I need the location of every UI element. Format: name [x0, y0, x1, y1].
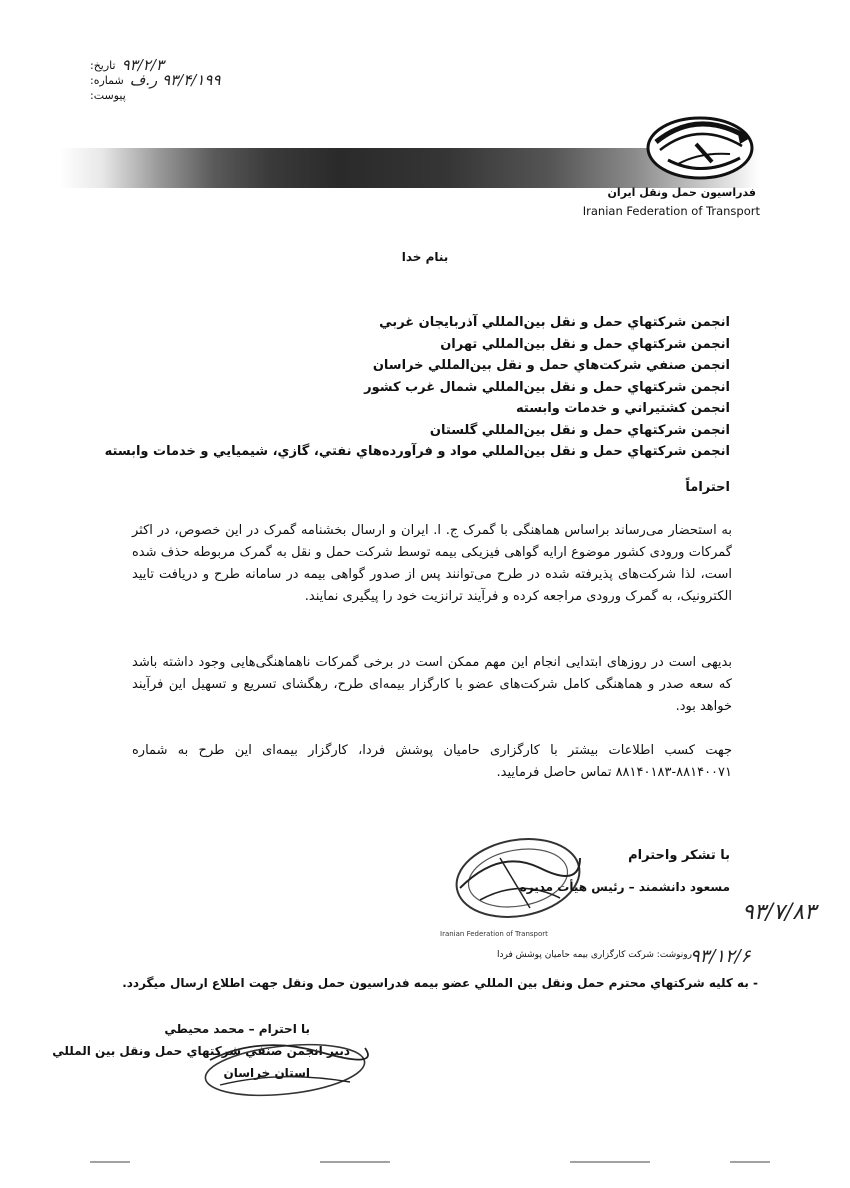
forward-note: - به كليه شركتهاي محترم حمل ونقل بين المللي عضو بيمه فدراسيون حمل ونقل جهت اطلاع ارسال ميگردد. [122, 976, 758, 990]
recipient-item: انجمن شركتهاي حمل و نقل بين‌المللي گلستان [429, 422, 730, 438]
recipient-list [104, 312, 730, 463]
scan-marks [90, 1150, 770, 1170]
basmala: بنام خدا [401, 250, 449, 264]
cc-label: رونوشت: شرکت کارگزاری بیمه حامیان پوشش فردا [497, 950, 692, 960]
federation-logo-icon [638, 108, 758, 188]
body-paragraph: جهت کسب اطلاعات بیشتر با کارگزاری حامیان پوشش فردا، کارگزار بیمه‌ای این طرح به شماره ۸۸۱۴۰۰۷۱-۸۸۱۴۰۱۸۳ تماس حاصل فرمایید. [132, 743, 732, 780]
stamp-caption: Iranian Federation of Transport [440, 930, 548, 938]
signature-stamp-icon [440, 828, 590, 928]
body-paragraph: بدیهی است در روزهای ابتدایی انجام این مهم ممکن است در برخی گمرکات ناهماهنگی‌هایی وجود داشته باشد که سعه صدر و هماهنگی کامل شرکت‌های عضو با کارگزار بیمه‌ای طرح، رهگشای تسریع و تسهیل این فرآیند خواهد بود. [132, 655, 732, 714]
attachment-label: پیوست: [90, 89, 126, 102]
recipient-item: انجمن صنفي شركت‌هاي حمل و نقل بين‌المللي خراسان [372, 358, 730, 373]
recipient-item: انجمن شركتهاي حمل و نقل بين‌المللي مواد و فرآورده‌هاي نفتي، گازي، شيميايي و خدمات وابسته [104, 444, 730, 459]
letter-meta [90, 58, 240, 103]
handwritten-ref-number: ۹۳/۷/۸۳ [742, 900, 816, 925]
recipient-item: انجمن كشتيراني و خدمات وابسته [516, 401, 730, 416]
forward-regards: با احترام – محمد محيطي [164, 1022, 310, 1036]
cc-date: ۹۳/۱۲/۶ [690, 946, 751, 967]
forward-province: استان خراسان [223, 1066, 310, 1080]
number-label: شماره: [90, 74, 124, 87]
forward-secretary: دبير انجمن صنفي شركتهاي حمل ونقل بين المللي [52, 1044, 350, 1058]
number-value: ۹۳/۴/۱۹۹ ر.ف [129, 71, 221, 89]
org-name-fa: فدراسیون حمل ونقل ایران [607, 186, 756, 199]
number-row [90, 73, 240, 88]
org-name-en: Iranian Federation of Transport [582, 204, 760, 218]
greeting: احتراماً [685, 480, 730, 495]
body-paragraph: به استحضار می‌رساند براساس هماهنگی با گمرک ج. ا. ایران و ارسال بخشنامه گمرک در این خصوص، در اکثر گمرکات ورودی کشور موضوع ارایه گواهی فیزیکی بیمه توسط شرکت حمل و نقل به گمرک مربوطه حذف شده است، لذا شرکت‌های پذیرفته شده در طرح می‌توانند پس از صدور گواهی بیمه در سامانه طرح و دریافت تایید الکترونیک، به گمرک ورودی مراجعه کرده و فرآیند ترانزیت خود را پیگیری نمایند. [132, 523, 732, 604]
date-label: تاریخ: [90, 59, 116, 72]
recipient-item: انجمن شركتهاي حمل و نقل بين‌المللي آذربايجان غربي [379, 315, 730, 330]
attachment-row [90, 88, 240, 103]
date-value: ۹۳/۲/۳ [121, 56, 164, 74]
recipient-item: انجمن شركتهاي حمل و نقل بين‌المللي تهران [440, 336, 730, 352]
closing: با تشکر واحترام [628, 848, 730, 863]
recipient-item: انجمن شركتهاي حمل و نقل بين‌المللي شمال غرب كشور [364, 379, 730, 395]
second-signature-icon [190, 1030, 370, 1100]
signer-name: مسعود دانشمند – رئیس هیأت مدیره [519, 880, 730, 894]
